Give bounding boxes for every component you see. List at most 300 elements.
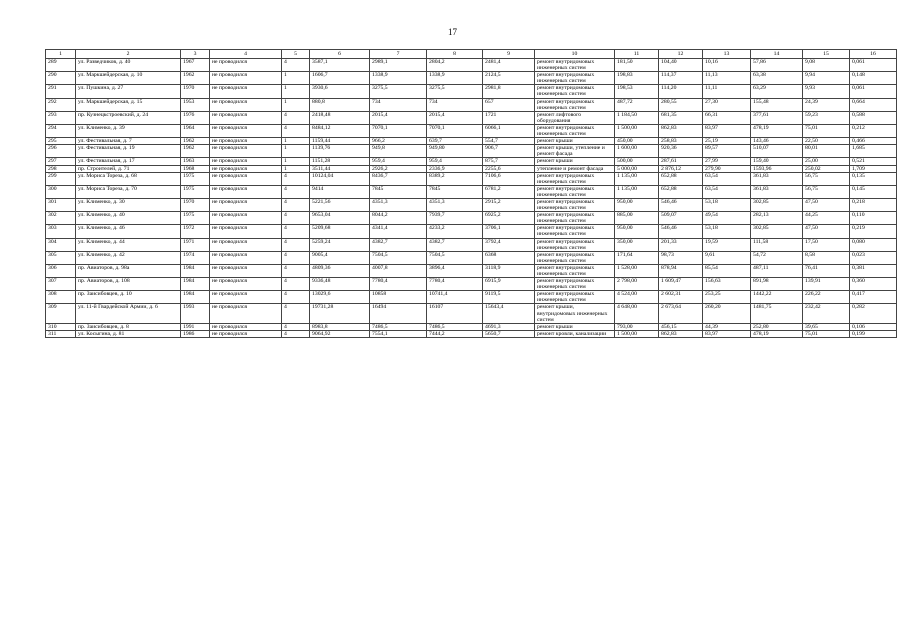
cost-fund-cell: 862,83 — [659, 124, 703, 137]
address-cell: ул. Клименко, д. 39 — [76, 124, 181, 137]
specific-cost-cell: 0,381 — [850, 264, 897, 277]
column-number-header: 12 — [659, 50, 703, 59]
category-cell: 1 — [282, 165, 310, 172]
row-number-cell: 311 — [46, 330, 76, 337]
row-number-cell: 294 — [46, 124, 76, 137]
cost-owners-cell: 9,08 — [803, 59, 850, 72]
column-number-row — [46, 50, 897, 59]
column-number-header: 15 — [803, 50, 850, 59]
category-cell: 4 — [282, 111, 310, 124]
living-area-cell: 7780,4 — [370, 278, 427, 291]
premises-area-cell: 2481,4 — [483, 59, 535, 72]
cost-owners-cell: 39,65 — [803, 323, 850, 330]
cost-municipal-cell: 159,40 — [751, 158, 803, 165]
cost-municipal-cell: 510,07 — [751, 145, 803, 158]
total-area-cell: 3930,6 — [310, 85, 370, 98]
last-repair-cell: не проводился — [210, 172, 282, 185]
address-cell: ул. Клименко, д. 30 — [76, 198, 181, 211]
last-repair-cell: не проводился — [210, 185, 282, 198]
address-cell: пр. Заисибовцев, д. 8 — [76, 323, 181, 330]
cost-regional-cell: 85,54 — [703, 264, 751, 277]
table-row — [46, 238, 897, 251]
cost-total-cell: 5 000,00 — [615, 165, 659, 172]
year-built-cell: 1984 — [181, 264, 210, 277]
cost-regional-cell: 11,11 — [703, 85, 751, 98]
cost-regional-cell: 27,30 — [703, 98, 751, 111]
cost-total-cell: 793,00 — [615, 323, 659, 330]
cost-municipal-cell: 63,29 — [751, 85, 803, 98]
premises-area-cell: 6925,2 — [483, 212, 535, 225]
residential-area-cell: 2336,9 — [427, 165, 483, 172]
cost-owners-cell: 44,25 — [803, 212, 850, 225]
specific-cost-cell: 0,282 — [850, 304, 897, 323]
work-type-cell: ремонт внутридомовых инженерных систем — [535, 85, 615, 98]
cost-municipal-cell: 63,38 — [751, 72, 803, 85]
year-built-cell: 1964 — [181, 124, 210, 137]
table-row — [46, 111, 897, 124]
year-built-cell: 1970 — [181, 85, 210, 98]
address-cell: пр. Строителей, д. 71 — [76, 165, 181, 172]
last-repair-cell: не проводился — [210, 124, 282, 137]
work-type-cell: ремонт внутридомовых инженерных систем — [535, 124, 615, 137]
cost-municipal-cell: 487,11 — [751, 264, 803, 277]
work-type-cell: ремонт внутридомовых инженерных систем — [535, 278, 615, 291]
premises-area-cell: 6915,9 — [483, 278, 535, 291]
cost-fund-cell: 258,83 — [659, 138, 703, 145]
work-type-cell: ремонт внутридомовых инженерных систем — [535, 212, 615, 225]
specific-cost-cell: 0,588 — [850, 111, 897, 124]
total-area-cell: 9064,92 — [310, 330, 370, 337]
address-cell: ул. Маркшейдерская, д. 10 — [76, 72, 181, 85]
category-cell: 4 — [282, 59, 310, 72]
cost-municipal-cell: 361,83 — [751, 172, 803, 185]
living-area-cell: 2015,4 — [370, 111, 427, 124]
category-cell: 1 — [282, 98, 310, 111]
work-type-cell: ремонт внутридомовых инженерных систем — [535, 238, 615, 251]
year-built-cell: 1984 — [181, 278, 210, 291]
residential-area-cell: 959,4 — [427, 158, 483, 165]
residential-area-cell: 3896,4 — [427, 264, 483, 277]
address-cell: ул. Разведчиков, д. 40 — [76, 59, 181, 72]
column-number-header: 11 — [615, 50, 659, 59]
cost-owners-cell: 226,22 — [803, 291, 850, 304]
cost-fund-cell: 546,46 — [659, 198, 703, 211]
category-cell: 4 — [282, 264, 310, 277]
premises-area-cell: 3792,4 — [483, 238, 535, 251]
cost-owners-cell: 25,00 — [803, 158, 850, 165]
address-cell: ул. Мориса Тореза, д. 70 — [76, 185, 181, 198]
cost-municipal-cell: 891,98 — [751, 278, 803, 291]
table-row — [46, 138, 897, 145]
address-cell: пр. Авиаторов, д. 98а — [76, 264, 181, 277]
cost-owners-cell: 76,41 — [803, 264, 850, 277]
specific-cost-cell: 0,664 — [850, 98, 897, 111]
address-cell: ул. 11-й Гвардейской Армии, д. 6 — [76, 304, 181, 323]
cost-owners-cell: 250,02 — [803, 165, 850, 172]
cost-owners-cell: 139,91 — [803, 278, 850, 291]
living-area-cell: 7554,1 — [370, 330, 427, 337]
row-number-cell: 304 — [46, 238, 76, 251]
cost-owners-cell: 75,01 — [803, 330, 850, 337]
living-area-cell: 2989,1 — [370, 59, 427, 72]
cost-total-cell: 950,00 — [615, 225, 659, 238]
address-cell: пр. Кузнецкстроевский, д. 24 — [76, 111, 181, 124]
residential-area-cell: 7939,7 — [427, 212, 483, 225]
cost-total-cell: 487,72 — [615, 98, 659, 111]
total-area-cell: 9336,48 — [310, 278, 370, 291]
address-cell: ул. Клименко, д. 46 — [76, 225, 181, 238]
cost-owners-cell: 59,23 — [803, 111, 850, 124]
last-repair-cell: не проводился — [210, 85, 282, 98]
total-area-cell: 880,8 — [310, 98, 370, 111]
column-number-header: 10 — [535, 50, 615, 59]
row-number-cell: 301 — [46, 198, 76, 211]
cost-total-cell: 4 524,00 — [615, 291, 659, 304]
column-number-header: 5 — [282, 50, 310, 59]
year-built-cell: 1972 — [181, 225, 210, 238]
specific-cost-cell: 0,061 — [850, 59, 897, 72]
total-area-cell: 1139,76 — [310, 145, 370, 158]
column-number-header: 7 — [370, 50, 427, 59]
cost-total-cell: 181,50 — [615, 59, 659, 72]
work-type-cell: ремонт внутридомовых инженерных систем — [535, 291, 615, 304]
specific-cost-cell: 0,110 — [850, 212, 897, 225]
year-built-cell: 1975 — [181, 185, 210, 198]
premises-area-cell: 875,7 — [483, 158, 535, 165]
cost-fund-cell: 2 673,64 — [659, 304, 703, 323]
cost-municipal-cell: 282,13 — [751, 212, 803, 225]
last-repair-cell: не проводился — [210, 238, 282, 251]
specific-cost-cell: 0,466 — [850, 138, 897, 145]
cost-owners-cell: 47,50 — [803, 225, 850, 238]
category-cell: 4 — [282, 278, 310, 291]
specific-cost-cell: 0,061 — [850, 85, 897, 98]
cost-municipal-cell: 57,86 — [751, 59, 803, 72]
cost-fund-cell: 98,73 — [659, 251, 703, 264]
living-area-cell: 16494 — [370, 304, 427, 323]
table-row — [46, 198, 897, 211]
work-type-cell: ремонт крыши — [535, 323, 615, 330]
work-type-cell: ремонт крыши — [535, 158, 615, 165]
year-built-cell: 1971 — [181, 238, 210, 251]
cost-regional-cell: 9,61 — [703, 251, 751, 264]
last-repair-cell: не проводился — [210, 278, 282, 291]
total-area-cell: 5259,24 — [310, 238, 370, 251]
total-area-cell: 3587,1 — [310, 59, 370, 72]
living-area-cell: 4351,3 — [370, 198, 427, 211]
total-area-cell: 8983,8 — [310, 323, 370, 330]
address-cell: ул. Клименко, д. 44 — [76, 238, 181, 251]
row-number-cell: 295 — [46, 138, 76, 145]
row-number-cell: 292 — [46, 98, 76, 111]
premises-area-cell: 2255,6 — [483, 165, 535, 172]
column-number-header: 9 — [483, 50, 535, 59]
cost-municipal-cell: 302,85 — [751, 225, 803, 238]
premises-area-cell: 6781,2 — [483, 185, 535, 198]
cost-fund-cell: 862,83 — [659, 330, 703, 337]
cost-regional-cell: 83,97 — [703, 330, 751, 337]
residential-area-cell: 7845 — [427, 185, 483, 198]
specific-cost-cell: 1,709 — [850, 165, 897, 172]
table-row — [46, 85, 897, 98]
work-type-cell: ремонт внутридомовых инженерных систем — [535, 264, 615, 277]
table-row — [46, 145, 897, 158]
living-area-cell: 7070,1 — [370, 124, 427, 137]
year-built-cell: 1962 — [181, 145, 210, 158]
cost-regional-cell: 89,57 — [703, 145, 751, 158]
row-number-cell: 296 — [46, 145, 76, 158]
cost-municipal-cell: 111,58 — [751, 238, 803, 251]
work-type-cell: ремонт внутридомовых инженерных систем — [535, 172, 615, 185]
table-row — [46, 304, 897, 323]
living-area-cell: 10858 — [370, 291, 427, 304]
last-repair-cell: не проводился — [210, 138, 282, 145]
total-area-cell: 8484,12 — [310, 124, 370, 137]
cost-fund-cell: 280,55 — [659, 98, 703, 111]
year-built-cell: 1970 — [181, 198, 210, 211]
cost-regional-cell: 63,54 — [703, 185, 751, 198]
total-area-cell: 10124,04 — [310, 172, 370, 185]
last-repair-cell: не проводился — [210, 291, 282, 304]
row-number-cell: 303 — [46, 225, 76, 238]
address-cell: ул. Фестивальная, д. 7 — [76, 138, 181, 145]
total-area-cell: 19731,28 — [310, 304, 370, 323]
row-number-cell: 298 — [46, 165, 76, 172]
premises-area-cell: 3706,1 — [483, 225, 535, 238]
cost-total-cell: 1 500,00 — [615, 330, 659, 337]
year-built-cell: 1962 — [181, 138, 210, 145]
cost-municipal-cell: 478,19 — [751, 124, 803, 137]
total-area-cell: 2418,48 — [310, 111, 370, 124]
specific-cost-cell: 0,360 — [850, 278, 897, 291]
cost-fund-cell: 652,88 — [659, 185, 703, 198]
category-cell: 4 — [282, 323, 310, 330]
last-repair-cell: не проводился — [210, 158, 282, 165]
last-repair-cell: не проводился — [210, 323, 282, 330]
category-cell: 1 — [282, 145, 310, 158]
residential-area-cell: 2015,4 — [427, 111, 483, 124]
work-type-cell: ремонт внутридомовых инженерных систем — [535, 59, 615, 72]
last-repair-cell: не проводился — [210, 59, 282, 72]
cost-municipal-cell: 478,19 — [751, 330, 803, 337]
specific-cost-cell: 0,148 — [850, 72, 897, 85]
row-number-cell: 306 — [46, 264, 76, 277]
specific-cost-cell: 0,145 — [850, 185, 897, 198]
residential-area-cell: 16107 — [427, 304, 483, 323]
residential-area-cell: 7504,5 — [427, 251, 483, 264]
specific-cost-cell: 0,135 — [850, 172, 897, 185]
cost-total-cell: 1 600,00 — [615, 145, 659, 158]
cost-total-cell: 171,64 — [615, 251, 659, 264]
residential-area-cell: 7486,5 — [427, 323, 483, 330]
premises-area-cell: 9119,5 — [483, 291, 535, 304]
premises-area-cell: 2124,5 — [483, 72, 535, 85]
year-built-cell: 1993 — [181, 304, 210, 323]
cost-owners-cell: 17,50 — [803, 238, 850, 251]
last-repair-cell: не проводился — [210, 145, 282, 158]
living-area-cell: 959,4 — [370, 158, 427, 165]
cost-regional-cell: 19,59 — [703, 238, 751, 251]
table-row — [46, 278, 897, 291]
row-number-cell: 289 — [46, 59, 76, 72]
residential-area-cell: 639,7 — [427, 138, 483, 145]
living-area-cell: 7845 — [370, 185, 427, 198]
cost-fund-cell: 287,61 — [659, 158, 703, 165]
living-area-cell: 1338,9 — [370, 72, 427, 85]
table-row — [46, 172, 897, 185]
total-area-cell: 13029,6 — [310, 291, 370, 304]
living-area-cell: 2926,2 — [370, 165, 427, 172]
cost-municipal-cell: 1481,75 — [751, 304, 803, 323]
category-cell: 4 — [282, 212, 310, 225]
column-number-header: 14 — [751, 50, 803, 59]
row-number-cell: 305 — [46, 251, 76, 264]
year-built-cell: 1968 — [181, 165, 210, 172]
table-row — [46, 225, 897, 238]
cost-owners-cell: 80,01 — [803, 145, 850, 158]
cost-total-cell: 198,53 — [615, 85, 659, 98]
living-area-cell: 8436,7 — [370, 172, 427, 185]
category-cell: 4 — [282, 185, 310, 198]
cost-total-cell: 198,83 — [615, 72, 659, 85]
premises-area-cell: 4691,3 — [483, 323, 535, 330]
premises-area-cell: 657 — [483, 98, 535, 111]
table-row — [46, 185, 897, 198]
cost-owners-cell: 24,39 — [803, 98, 850, 111]
premises-area-cell: 2915,2 — [483, 198, 535, 211]
last-repair-cell: не проводился — [210, 251, 282, 264]
table-row — [46, 158, 897, 165]
year-built-cell: 1962 — [181, 72, 210, 85]
year-built-cell: 1984 — [181, 291, 210, 304]
cost-municipal-cell: 143,46 — [751, 138, 803, 145]
living-area-cell: 734 — [370, 98, 427, 111]
row-number-cell: 293 — [46, 111, 76, 124]
cost-municipal-cell: 361,83 — [751, 185, 803, 198]
year-built-cell: 1974 — [181, 251, 210, 264]
premises-area-cell: 6368 — [483, 251, 535, 264]
cost-regional-cell: 253,25 — [703, 291, 751, 304]
row-number-cell: 307 — [46, 278, 76, 291]
cost-municipal-cell: 252,80 — [751, 323, 803, 330]
table-body — [46, 59, 897, 338]
cost-owners-cell: 56,75 — [803, 185, 850, 198]
category-cell: 4 — [282, 124, 310, 137]
year-built-cell: 1976 — [181, 111, 210, 124]
row-number-cell: 310 — [46, 323, 76, 330]
residential-area-cell: 4382,7 — [427, 238, 483, 251]
page-number: 17 — [448, 27, 457, 37]
row-number-cell: 300 — [46, 185, 76, 198]
cost-regional-cell: 27,99 — [703, 158, 751, 165]
work-type-cell: ремонт лифтового оборудования — [535, 111, 615, 124]
residential-area-cell: 7444,2 — [427, 330, 483, 337]
cost-municipal-cell: 302,85 — [751, 198, 803, 211]
cost-total-cell: 1 135,00 — [615, 172, 659, 185]
column-number-header: 3 — [181, 50, 210, 59]
cost-fund-cell: 920,36 — [659, 145, 703, 158]
address-cell: ул. Клименко, д. 42 — [76, 251, 181, 264]
category-cell: 4 — [282, 225, 310, 238]
cost-municipal-cell: 1593,96 — [751, 165, 803, 172]
living-area-cell: 3275,5 — [370, 85, 427, 98]
cost-municipal-cell: 155,48 — [751, 98, 803, 111]
column-number-header: 13 — [703, 50, 751, 59]
cost-total-cell: 885,00 — [615, 212, 659, 225]
cost-fund-cell: 1 609,47 — [659, 278, 703, 291]
year-built-cell: 1953 — [181, 98, 210, 111]
address-cell: ул. Клименко, д. 40 — [76, 212, 181, 225]
year-built-cell: 1963 — [181, 158, 210, 165]
living-area-cell: 8044,2 — [370, 212, 427, 225]
table-row — [46, 98, 897, 111]
year-built-cell: 1975 — [181, 172, 210, 185]
cost-total-cell: 1 528,00 — [615, 264, 659, 277]
total-area-cell: 1151,28 — [310, 158, 370, 165]
last-repair-cell: не проводился — [210, 72, 282, 85]
cost-total-cell: 4 648,00 — [615, 304, 659, 323]
premises-area-cell: 6066,1 — [483, 124, 535, 137]
cost-total-cell: 500,00 — [615, 158, 659, 165]
work-type-cell: ремонт внутридомовых инженерных систем — [535, 98, 615, 111]
cost-owners-cell: 75,01 — [803, 124, 850, 137]
cost-fund-cell: 104,40 — [659, 59, 703, 72]
premises-area-cell: 2981,8 — [483, 85, 535, 98]
living-area-cell: 7486,5 — [370, 323, 427, 330]
cost-total-cell: 1 184,50 — [615, 111, 659, 124]
specific-cost-cell: 0,417 — [850, 291, 897, 304]
registry-table — [45, 49, 897, 338]
cost-fund-cell: 878,94 — [659, 264, 703, 277]
specific-cost-cell: 0,080 — [850, 238, 897, 251]
total-area-cell: 1159,44 — [310, 138, 370, 145]
category-cell: 1 — [282, 85, 310, 98]
table-row — [46, 124, 897, 137]
column-number-header: 8 — [427, 50, 483, 59]
table-row — [46, 291, 897, 304]
living-area-cell: 4341,4 — [370, 225, 427, 238]
year-built-cell: 1975 — [181, 212, 210, 225]
category-cell: 4 — [282, 291, 310, 304]
address-cell: ул. Маркшейдерская, д. 15 — [76, 98, 181, 111]
last-repair-cell: не проводился — [210, 165, 282, 172]
cost-total-cell: 950,00 — [615, 198, 659, 211]
work-type-cell: ремонт внутридомовых инженерных систем — [535, 72, 615, 85]
row-number-cell: 308 — [46, 291, 76, 304]
cost-fund-cell: 652,88 — [659, 172, 703, 185]
cost-total-cell: 2 798,00 — [615, 278, 659, 291]
cost-fund-cell: 546,46 — [659, 225, 703, 238]
address-cell: ул. Фестивальная, д. 19 — [76, 145, 181, 158]
address-cell: ул. Мориса Тореза, д. 68 — [76, 172, 181, 185]
specific-cost-cell: 0,212 — [850, 124, 897, 137]
cost-fund-cell: 114,20 — [659, 85, 703, 98]
table-row — [46, 72, 897, 85]
last-repair-cell: не проводился — [210, 98, 282, 111]
cost-fund-cell: 509,07 — [659, 212, 703, 225]
address-cell: ул. Пушкина, д. 27 — [76, 85, 181, 98]
total-area-cell: 9414 — [310, 185, 370, 198]
category-cell: 1 — [282, 138, 310, 145]
row-number-cell: 299 — [46, 172, 76, 185]
year-built-cell: 1991 — [181, 323, 210, 330]
cost-regional-cell: 63,54 — [703, 172, 751, 185]
specific-cost-cell: 0,219 — [850, 225, 897, 238]
cost-owners-cell: 9,93 — [803, 85, 850, 98]
cost-municipal-cell: 1442,22 — [751, 291, 803, 304]
category-cell: 4 — [282, 330, 310, 337]
cost-total-cell: 1 500,00 — [615, 124, 659, 137]
